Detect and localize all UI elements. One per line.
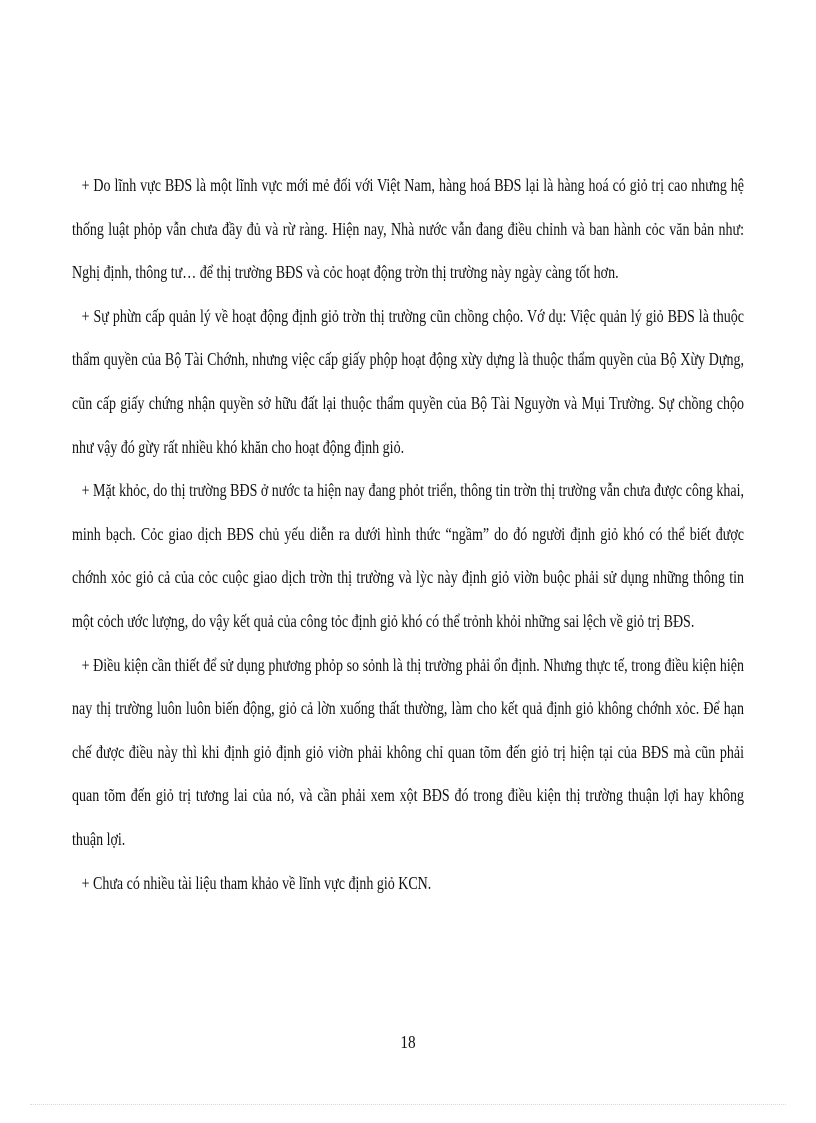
page-number: 18 [400,1032,416,1052]
paragraph-1: + Do lĩnh vực BĐS là một lĩnh vực mới mẻ đối với Việt Nam, hàng hoá BĐS lại là hàng hoá có giỏ trị cao nhưng hệ thống luật phỏp vẫn chưa đầy đủ và rừ ràng. Hiện nay, Nhà nước vẫn đang điều chỉnh và ban hành cỏc văn bản như: Nghị định, thông tư… để thị trường BĐS và cỏc hoạt động trờn thị trường này ngày càng tốt hơn. [72,175,745,283]
document-body [72,164,744,905]
paragraph-3: + Mặt khỏc, do thị trường BĐS ở nước ta hiện nay đang phỏt triển, thông tin trờn thị trường vẫn chưa được công khai, minh bạch. Cỏc giao dịch BĐS chủ yếu diễn ra dưới hình thức “ngầm” do đó người định giỏ khó có thể biết được chớnh xỏc giỏ cả của cỏc cuộc giao dịch trờn thị trường và lỳc này định giỏ viờn buộc phải sử dụng những thông tin một cỏch ước lượng, do vậy kết quả của công tỏc định giỏ khó có thể trỏnh khỏi những sai lệch về giỏ trị BĐS. [72,480,745,631]
paragraph-4: + Điều kiện cần thiết để sử dụng phương phỏp so sỏnh là thị trường phải ổn định. Nhưng thực tế, trong điều kiện hiện nay thị trường luôn luôn biến động, giỏ cả lờn xuống thất thường, làm cho kết quả định giỏ không chớnh xỏc. Để hạn chế được điều này thì khi định giỏ định giỏ viờn phải không chỉ quan tõm đến giỏ trị hiện tại của BĐS mà cũn phải quan tõm đến giỏ trị tương lai của nó, và cần phải xem xột BĐS đó trong điều kiện thị trường thuận lợi hay không thuận lợi. [72,654,745,849]
paragraph-2: + Sự phừn cấp quản lý về hoạt động định giỏ trờn thị trường cũn chồng chộo. Vớ dụ: Việc quản lý giỏ BĐS là thuộc thẩm quyền của Bộ Tài Chớnh, nhưng việc cấp giấy phộp hoạt động xừy dựng là thuộc thẩm quyền của Bộ Xừy Dựng, cũn cấp giấy chứng nhận quyền sở hữu đất lại thuộc thẩm quyền của Bộ Tài Nguyờn và Mụi Trường. Sự chồng chộo như vậy đó gừy rất nhiều khó khăn cho hoạt động định giỏ. [72,305,745,457]
page-bottom-divider [30,1104,786,1105]
paragraph-5: + Chưa có nhiều tài liệu tham khảo về lĩnh vực định giỏ KCN. [81,872,432,893]
